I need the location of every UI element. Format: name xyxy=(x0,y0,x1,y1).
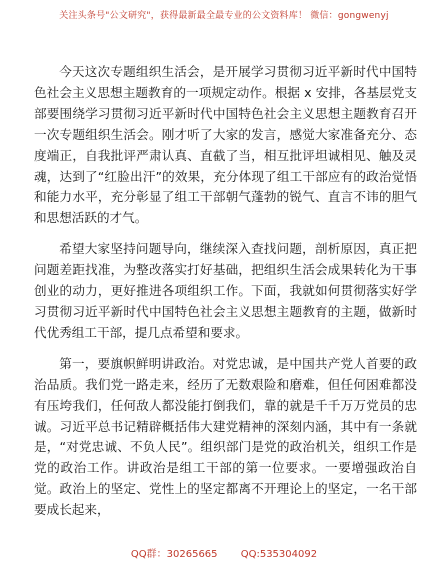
paragraph-1: 今天这次专题组织生活会，是开展学习贯彻习近平新时代中国特色社会主义思想主题教育的一项规定动作。根据 x 安排，各基层党支部要围绕学习贯彻习近平新时代中国特色社会主义思想主题教育召开一次专题组织生活会。刚才听了大家的发言，感觉大家准备充分、态度端正，自我批评严肃认真、直截了当，相互批评坦诚相见、触及灵魂，达到了“红脸出汗”的效果，充分体现了组工干部应有的政治觉悟和能力水平，充分彰显了组工干部朝气蓬勃的锐气、直言不讳的胆气和思想活跃的才气。 xyxy=(34,64,417,226)
header-banner: 关注头条号"公文研究"，获得最新最全最专业的公文资料库！ 微信：gongwenyj xyxy=(59,11,389,21)
document-body xyxy=(34,62,417,531)
footer-qq: QQ:535304092 xyxy=(240,549,318,560)
footer xyxy=(0,545,448,560)
footer-qq-group: QQ群：30265665 xyxy=(130,549,218,560)
paragraph-3: 第一，要旗帜鲜明讲政治。对党忠诚，是中国共产党人首要的政治品质。我们党一路走来，经历了无数艰险和磨难，但任何困难都没有压垮我们，任何敌人都没能打倒我们，靠的就是千千万万党员的忠诚。习近平总书记精辟概括伟大建党精神的深刻内涵，其中有一条就是，“对党忠诚、不负人民”。组织部门是党的政治机关，组织工作是党的政治工作。讲政治是组工干部的第一位要求。一要增强政治自觉。政治上的坚定、党性上的坚定都离不开理论上的坚定，一名干部要成长起来， xyxy=(34,355,417,518)
paragraph-2: 希望大家坚持问题导向，继续深入查找问题，剖析原因，真正把问题差距找准，为整改落实打好基础，把组织生活会成果转化为干事创业的动力，更好推进各项组织工作。下面，我就如何贯彻落实好学习贯彻习近平新时代中国特色社会主义思想主题教育的主题，做新时代优秀组工干部，提几点希望和要求。 xyxy=(34,241,417,340)
